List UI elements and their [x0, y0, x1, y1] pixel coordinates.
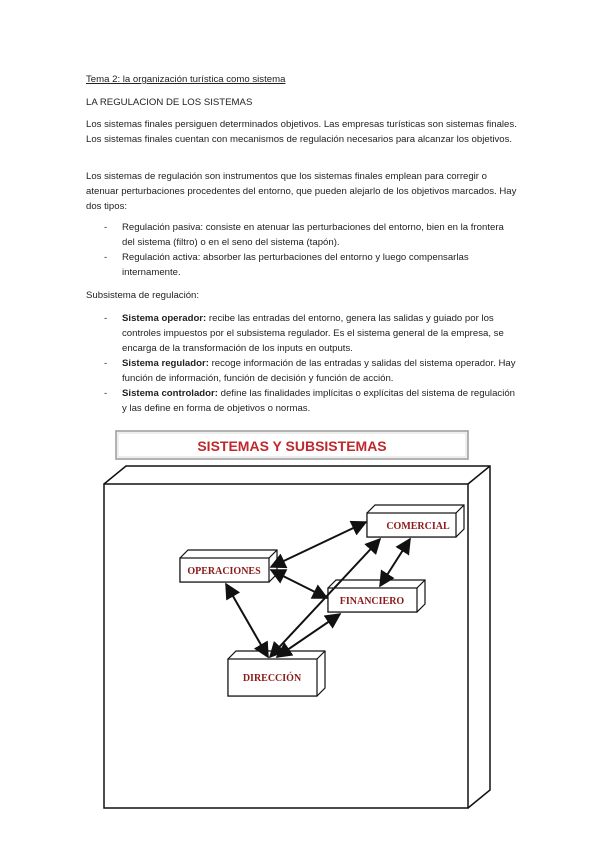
list-item-text: Regulación activa: absorber las perturbaciones del entorno y luego compensarlas internamente.: [122, 252, 469, 278]
list-dash: -: [104, 388, 108, 399]
arrow-operaciones-comercial: [271, 522, 366, 567]
diagram-title-banner: [116, 431, 468, 459]
list-dash: -: [104, 222, 108, 233]
list-dash: -: [104, 358, 108, 369]
box-label: OPERACIONES: [187, 566, 261, 577]
list-item-text: Regulación pasiva: consiste en atenuar las perturbaciones del entorno, bien en la frontera del sistema (filtro) o en el seno del sistema (tapón).: [122, 222, 504, 248]
list-dash: -: [104, 252, 108, 263]
document-title: Tema 2: la organización turística como sistema: [86, 74, 286, 85]
box-financiero: [328, 580, 425, 612]
box-label: COMERCIAL: [386, 521, 450, 532]
subsystem-label: Subsistema de regulación:: [86, 290, 200, 301]
list-item-term: Sistema controlador:: [122, 388, 218, 399]
arrow-comercial-financiero: [380, 539, 410, 586]
list-item-term: Sistema regulador:: [122, 358, 209, 369]
list-item-term: Sistema operador:: [122, 313, 207, 324]
diagram-title: SISTEMAS Y SUBSISTEMAS: [197, 438, 387, 454]
box-label: FINANCIERO: [339, 596, 405, 607]
list-item-text: recibe las entradas del entorno, genera las salidas y guiado por los controles impuestos por el subsistema regulador. Es el sistema general de la empresa, se encarga de la transformación de los inputs en outputs.: [122, 313, 504, 354]
box-label: DIRECCIÓN: [242, 673, 302, 684]
arrow-operaciones-direccion: [226, 584, 268, 657]
arrow-operaciones-financiero: [271, 570, 327, 598]
box-direccion: [228, 651, 325, 696]
paragraph-text: Los sistemas finales persiguen determinados objetivos. Las empresas turísticas son sistemas finales. Los sistemas finales cuentan con mecanismos de regulación necesarios para alcanzar los objetivos.: [86, 119, 517, 145]
list-dash: -: [104, 313, 108, 324]
list-item-text: define las finalidades implícitas o explícitas del sistema de regulación y las define en forma de objetivos o normas.: [122, 388, 516, 414]
paragraph-text: Los sistemas de regulación son instrumentos que los sistemas finales emplean para corregir o atenuar perturbaciones procedentes del entorno, que pueden alejarlo de los objetivos marcados. Hay dos tipos:: [86, 171, 517, 212]
box-operaciones: [180, 550, 277, 582]
section-heading: LA REGULACION DE LOS SISTEMAS: [86, 97, 253, 108]
box-comercial: [367, 505, 464, 537]
list-item-text: recoge información de las entradas y salidas del sistema operador. Hay función de información, función de decisión y función de acción.: [122, 358, 516, 384]
